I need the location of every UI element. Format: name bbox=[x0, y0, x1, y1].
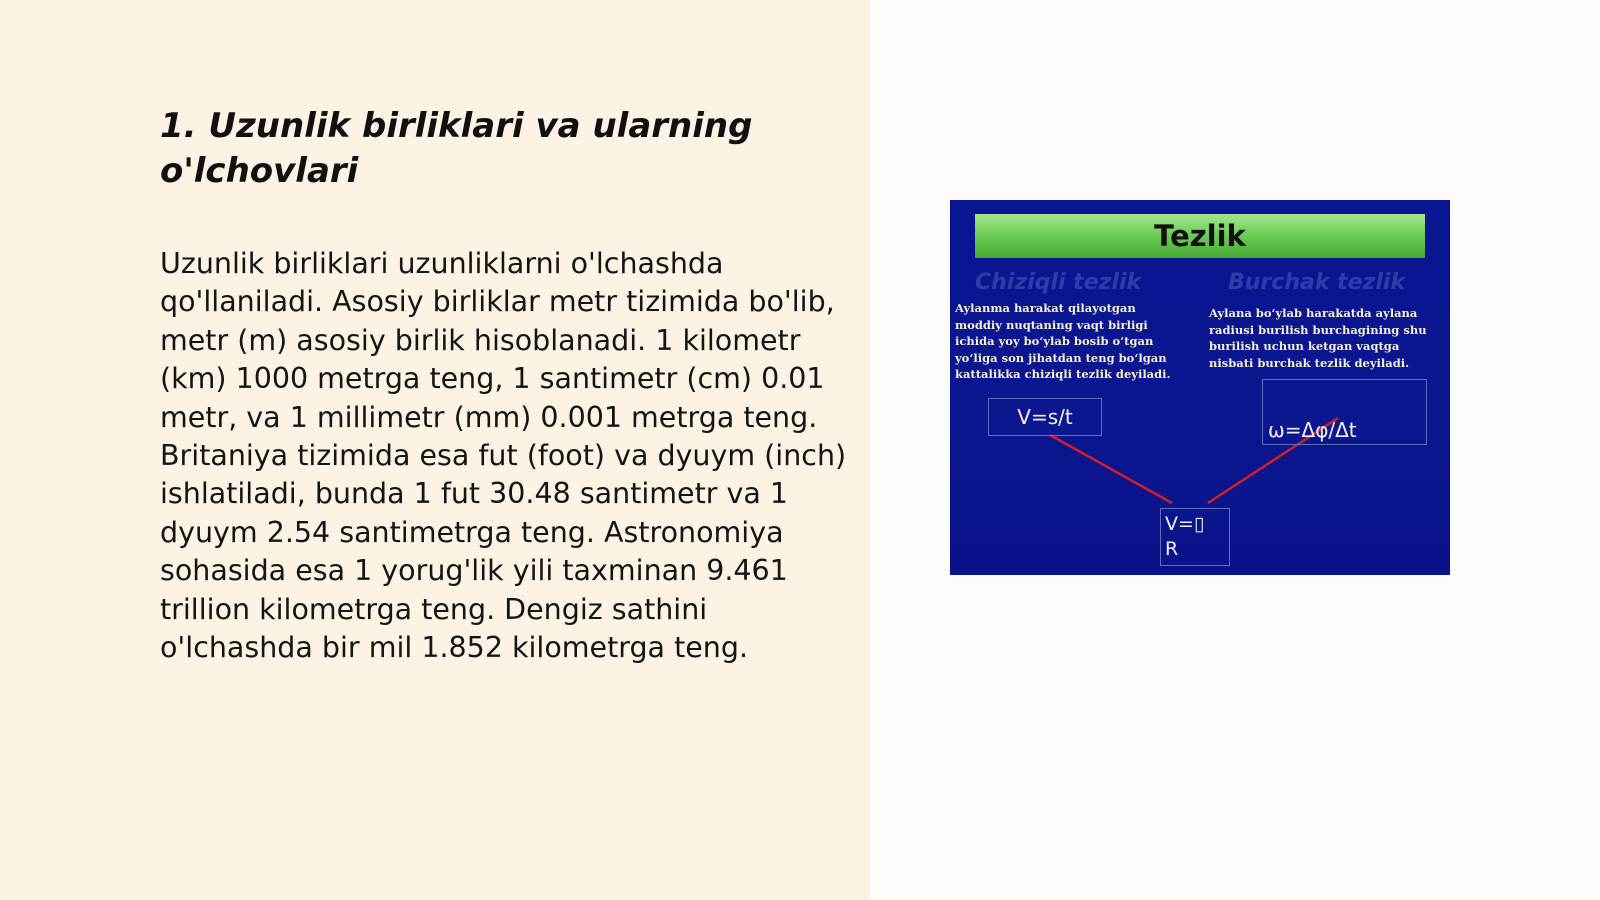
slide-title: 1. Uzunlik birliklari va ularning o'lchovlari bbox=[160, 106, 753, 191]
angular-speed-description: Aylana bo‘ylab harakatda aylana radiusi burilish burchagining shu burilish uchun ketgan vaqtga nisbati burchak tezlik deyiladi. bbox=[1209, 306, 1427, 370]
angular-speed-formula-box bbox=[1262, 379, 1427, 445]
relation-formula bbox=[1160, 508, 1230, 566]
relation-formula-line1: V=▯ bbox=[1165, 513, 1205, 535]
angular-speed-formula: ω=Δφ/Δt bbox=[1268, 418, 1357, 442]
slide-body-text: Uzunlik birliklari uzunliklarni o'lchashda qo'llaniladi. Asosiy birliklar metr tizimida bo'lib, metr (m) asosiy birlik hisoblanadi. 1 kilometr (km) 1000 metrga teng, 1 santimetr (cm) 0.01 metr, va 1 millimetr (mm) 0.001 metrga teng. Britaniya tizimida esa fut (foot) va dyuym (inch) ishlatiladi, bunda 1 fut 30.48 santimetr va 1 dyuym 2.54 santimetrga teng. Astronomiya sohasida esa 1 yorug'lik yili taxminan 9.461 trillion kilometrga teng. Dengiz sathini o'lchashda bir mil 1.852 kilometrga teng. bbox=[160, 247, 847, 665]
relation-formula-line2: R bbox=[1165, 538, 1179, 560]
linear-speed-heading: Chiziqli tezlik bbox=[975, 270, 1142, 295]
angular-speed-heading: Burchak tezlik bbox=[1228, 270, 1406, 295]
tezlik-diagram-image bbox=[950, 200, 1450, 575]
linear-speed-description: Aylanma harakat qilayotgan moddiy nuqtaning vaqt birligi ichida yoy bo‘ylab bosib o‘tgan yo‘liga son jihatdan teng bo‘lgan kattalikka chiziqli tezlik deyiladi. bbox=[955, 301, 1171, 381]
arrow-left bbox=[1050, 435, 1172, 503]
linear-speed-formula: V=s/t bbox=[988, 398, 1102, 436]
diagram-title: Tezlik bbox=[1154, 219, 1246, 253]
